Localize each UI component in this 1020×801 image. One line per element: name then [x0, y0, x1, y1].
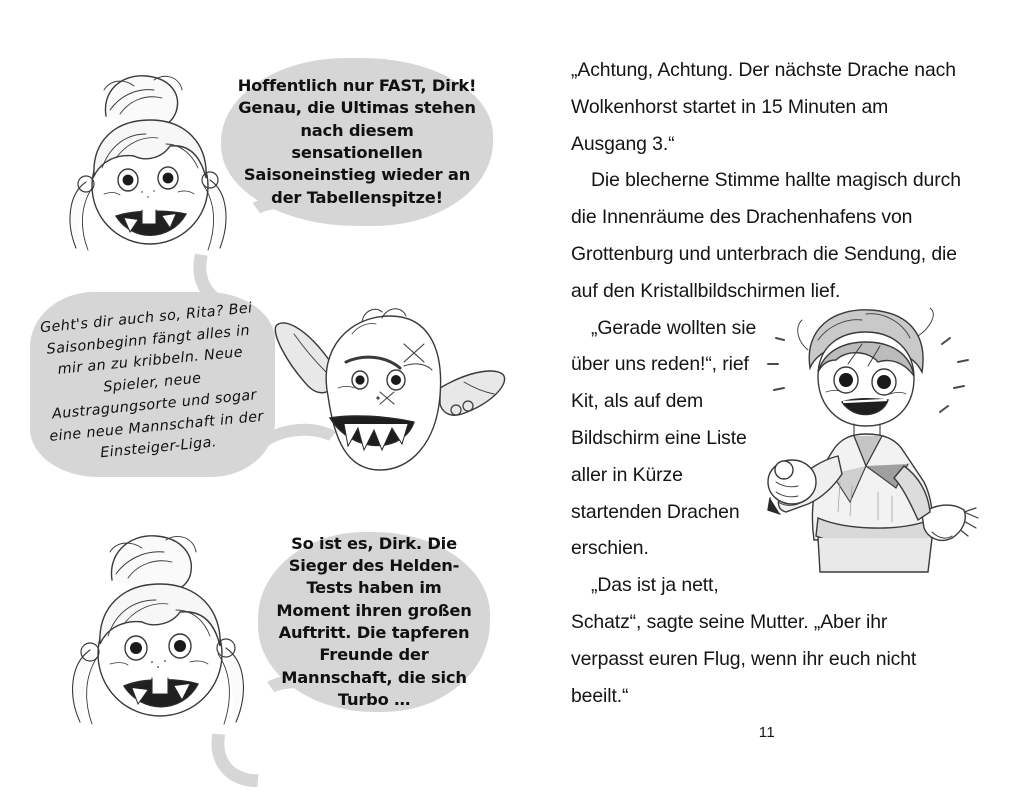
speech-bubble-3-text: So ist es, Dirk. Die Sieger des Helden-Tests haben im Moment ihren großen Auftritt. Die tapferen Freunde der Mannschaft, die sich Turbo … [276, 533, 472, 709]
goblin-face-illustration [268, 300, 520, 482]
paragraph-2: Die blecherne Stimme hallte magisch durch die Innenräume des Drachenhafens von Grottenburg und unterbrach die Sendung, die auf den Kristallbildschirmen lief. [571, 169, 961, 302]
boy-pointing-illustration [762, 306, 994, 574]
speech-bubble-1 [221, 58, 493, 226]
page-number: 11 [758, 724, 776, 741]
paragraph-3: „Gerade wollten sie über uns reden!“, rief Kit, als auf dem Bildschirm eine Liste aller in Kürze startenden Drachen erschien. [571, 316, 757, 560]
speech-bubble-3 [258, 532, 490, 712]
paragraph-1: „Achtung, Achtung. Der nächste Drache nach Wolkenhorst startet in 15 Minuten am Ausgang 3.“ [571, 59, 956, 155]
speech-bubble-1-text: Hoffentlich nur FAST, Dirk! Genau, die Ultimas stehen nach diesem sensationellen Saisoneinstieg wieder an der Tabellenspitze! [237, 76, 477, 207]
speech-bubble-2-text: Geht's dir auch so, Rita? Bei Saisonbeginn fängt alles in mir an zu kribbeln. Neue Spieler, neue Austragungsorte und sogar eine neue Mannschaft in der Einsteiger-Liga. [39, 300, 265, 462]
paragraph-4: „Das ist ja nett, Schatz“, sagte seine Mutter. „Aber ihr verpasst euren Flug, wenn ihr euch nicht beeilt.“ [571, 574, 917, 707]
speech-bubble-2 [30, 292, 275, 477]
